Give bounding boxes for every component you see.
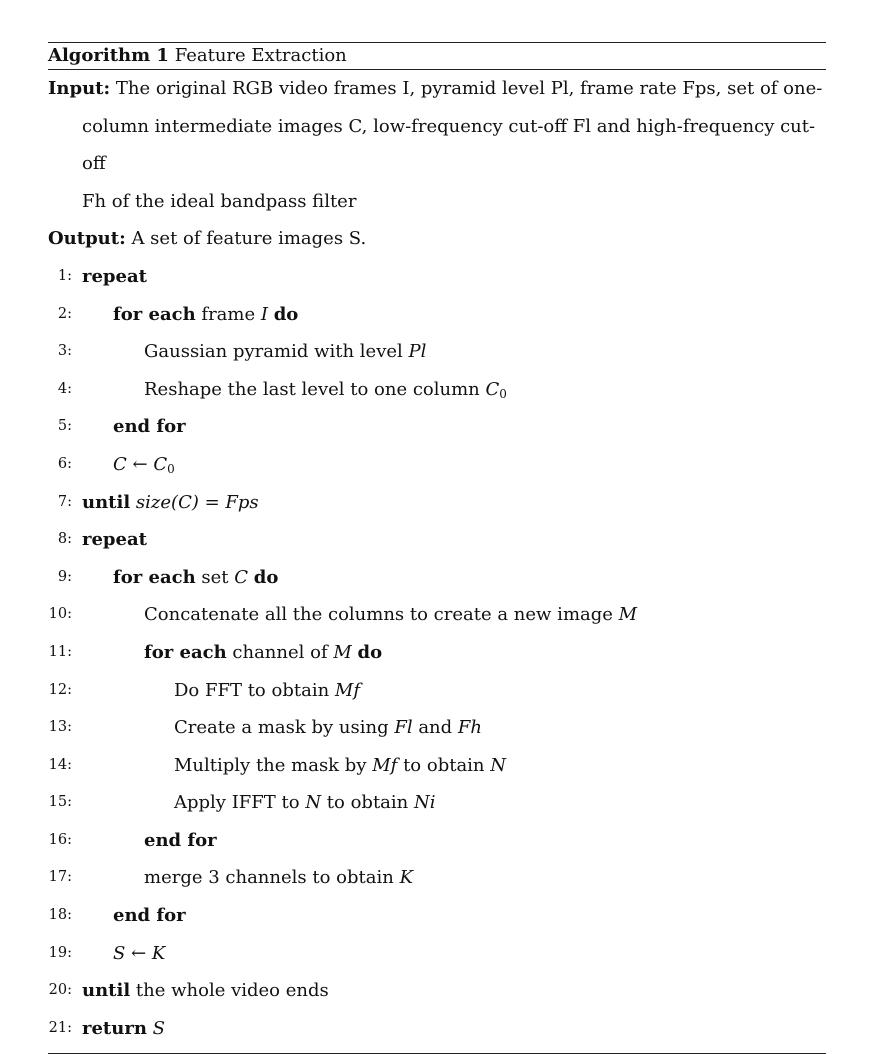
algorithm-line <box>48 634 826 672</box>
algorithm-line <box>48 596 826 634</box>
line-number: 11: <box>48 643 72 660</box>
keyword: for each <box>144 641 227 663</box>
assign-arrow: ← <box>132 453 148 475</box>
caption-label: Algorithm 1 <box>48 45 169 66</box>
algorithm-line <box>48 897 826 935</box>
math-var: K <box>151 942 166 964</box>
algorithm-caption <box>48 43 826 69</box>
math-var: M <box>333 641 352 663</box>
algorithm-line <box>48 559 826 597</box>
line-number: 19: <box>48 944 72 961</box>
keyword: until <box>82 491 131 513</box>
line-text: Apply IFFT to <box>174 792 300 814</box>
algorithm-line <box>48 935 826 973</box>
line-number: 20: <box>48 982 72 999</box>
line-text: channel of <box>232 641 328 663</box>
algorithm-line <box>48 672 826 710</box>
line-number: 6: <box>57 455 72 472</box>
line-text: frame <box>201 303 256 325</box>
math-var: Pl <box>408 341 427 363</box>
math-subscript: 0 <box>167 461 175 476</box>
line-text: set <box>201 566 229 588</box>
line-number: 7: <box>57 493 72 510</box>
algorithm-line <box>48 521 826 559</box>
line-text: to obtain <box>403 754 485 776</box>
line-number: 9: <box>57 568 72 585</box>
math-var: K <box>399 867 414 889</box>
line-number: 2: <box>57 305 72 322</box>
keyword: end for <box>113 416 186 438</box>
algorithm-line <box>48 258 826 296</box>
input-first-line <box>48 70 826 108</box>
algorithm-line <box>48 784 826 822</box>
line-number: 16: <box>48 831 72 848</box>
line-text: Multiply the mask by <box>174 754 367 776</box>
line-number: 13: <box>48 719 72 736</box>
output-label: Output: <box>48 228 126 250</box>
line-text: the whole video ends <box>135 980 329 1002</box>
algorithm-line <box>48 371 826 409</box>
algorithm-line <box>48 972 826 1010</box>
math-var: C <box>153 453 168 475</box>
keyword: do <box>273 303 299 325</box>
keyword: do <box>253 566 279 588</box>
line-number: 8: <box>57 531 72 548</box>
line-text: merge 3 channels to obtain <box>144 867 394 889</box>
line-text: Reshape the last level to one column <box>144 378 480 400</box>
math-subscript: 0 <box>499 386 507 401</box>
line-number: 1: <box>57 267 72 284</box>
line-number: 21: <box>48 1019 72 1036</box>
math-expr: (C) = Fps <box>171 491 259 513</box>
algorithm-block <box>48 42 826 1054</box>
math-var: Fl <box>394 717 413 739</box>
line-number: 17: <box>48 869 72 886</box>
output-section <box>48 220 826 258</box>
algorithm-line <box>48 484 826 522</box>
math-var: Ni <box>414 792 436 814</box>
caption-title: Feature Extraction <box>174 45 347 66</box>
line-text: Concatenate all the columns to create a new image <box>144 604 613 626</box>
output-text: A set of feature images S. <box>131 228 367 250</box>
line-text: Create a mask by using <box>174 717 389 739</box>
math-var: N <box>305 792 322 814</box>
keyword: end for <box>113 905 186 927</box>
line-number: 10: <box>48 606 72 623</box>
line-number: 15: <box>48 794 72 811</box>
keyword: repeat <box>82 265 147 287</box>
math-var: Mf <box>334 679 360 701</box>
line-number: 4: <box>57 380 72 397</box>
keyword: repeat <box>82 529 147 551</box>
algorithm-line <box>48 747 826 785</box>
line-text: to obtain <box>326 792 409 814</box>
math-var: S <box>152 1017 165 1039</box>
keyword: for each <box>113 303 196 325</box>
line-number: 5: <box>57 418 72 435</box>
line-text: Do FFT to obtain <box>174 679 330 701</box>
keyword: end for <box>144 829 217 851</box>
math-var: C <box>113 453 127 475</box>
line-text: and <box>418 717 453 739</box>
input-text-3: Fh of the ideal bandpass filter <box>82 190 357 212</box>
line-number: 18: <box>48 907 72 924</box>
algorithm-line <box>48 709 826 747</box>
math-var: Mf <box>372 754 398 776</box>
input-label: Input: <box>48 78 111 99</box>
math-var: C <box>485 378 500 400</box>
math-var: Fh <box>457 717 483 739</box>
math-var: M <box>618 604 638 626</box>
algorithm-line <box>48 822 826 860</box>
line-number: 14: <box>48 756 72 773</box>
math-var: C <box>234 566 249 588</box>
assign-arrow: ← <box>131 942 147 964</box>
math-var: I <box>260 303 268 325</box>
line-text: Gaussian pyramid with level <box>144 341 403 363</box>
math-var: N <box>490 754 507 776</box>
algorithm-line <box>48 446 826 484</box>
algorithm-line <box>48 408 826 446</box>
algorithm-steps <box>48 258 826 1047</box>
line-number: 12: <box>48 681 72 698</box>
math-func: size <box>135 491 172 513</box>
algorithm-line <box>48 1010 826 1048</box>
math-var: S <box>113 942 126 964</box>
keyword: for each <box>113 566 196 588</box>
algorithm-line <box>48 296 826 334</box>
input-text-1: The original RGB video frames I, pyramid level Pl, frame rate Fps, set of one- <box>115 78 823 99</box>
keyword: until <box>82 980 131 1002</box>
keyword: return <box>82 1017 147 1039</box>
input-section <box>48 70 826 220</box>
keyword: do <box>357 641 383 663</box>
algorithm-line <box>48 333 826 371</box>
input-text-2: column intermediate images C, low-frequency cut-off Fl and high-frequency cut-off <box>82 115 816 175</box>
algorithm-line <box>48 859 826 897</box>
line-number: 3: <box>57 343 72 360</box>
